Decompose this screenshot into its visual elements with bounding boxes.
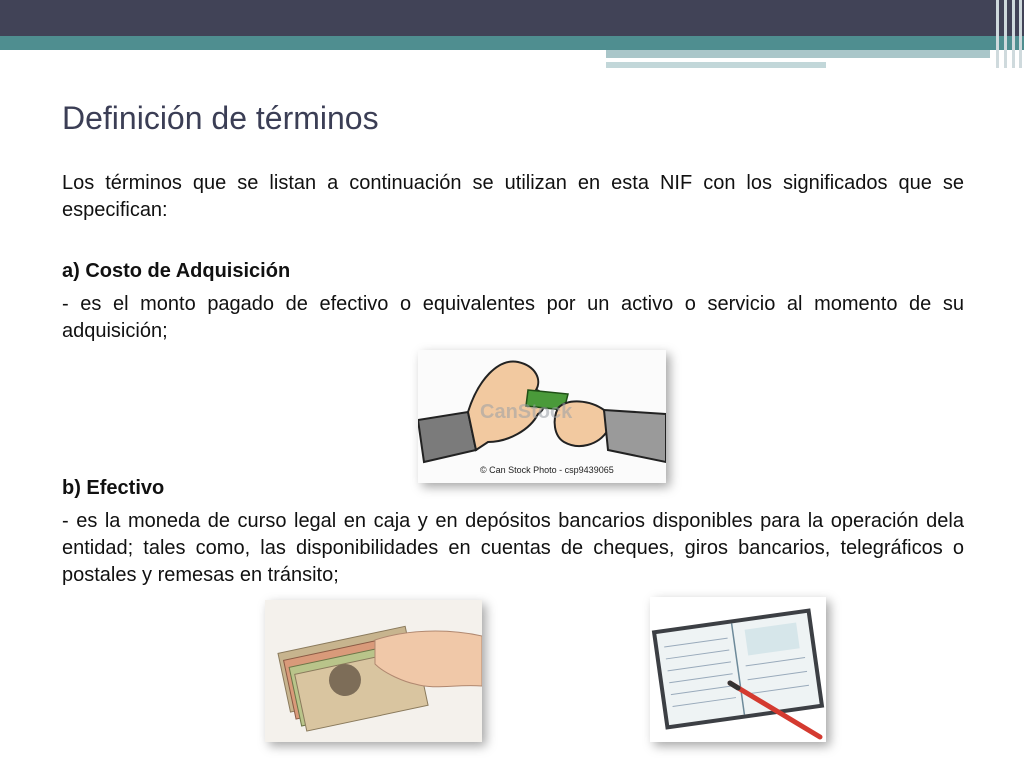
intro-text: Los términos que se listan a continuación se utilizan en esta NIF con los significados que se especifican: xyxy=(62,172,964,221)
header-band-light xyxy=(606,50,990,58)
header-edge-lines xyxy=(990,0,1024,68)
slide-title: Definición de términos xyxy=(62,100,379,136)
header-band-light-secondary xyxy=(606,62,826,68)
image-credit: © Can Stock Photo - csp9439065 xyxy=(480,465,614,475)
header-band-teal xyxy=(0,36,1024,50)
term-heading-efectivo: b) Efectivo xyxy=(62,477,165,499)
term-definition-efectivo: - es la moneda de curso legal en caja y en depósitos bancarios disponibles para la operación dela entidad; tales como, las disponibilidades en cuentas de cheques, giros bancarios, telegráficos o postales y remesas en tránsito; xyxy=(62,510,964,586)
checkbook-photo xyxy=(650,597,826,742)
term-definition-costo: - es el monto pagado de efectivo o equivalentes por un activo o servicio al momento de su adquisición; xyxy=(62,293,964,342)
money-exchange-illustration xyxy=(418,350,666,483)
term-heading-costo: a) Costo de Adquisición xyxy=(62,260,291,282)
header-band-dark xyxy=(0,0,1024,36)
watermark-text: CanStock xyxy=(480,401,573,423)
cash-in-hand-photo xyxy=(265,600,482,742)
